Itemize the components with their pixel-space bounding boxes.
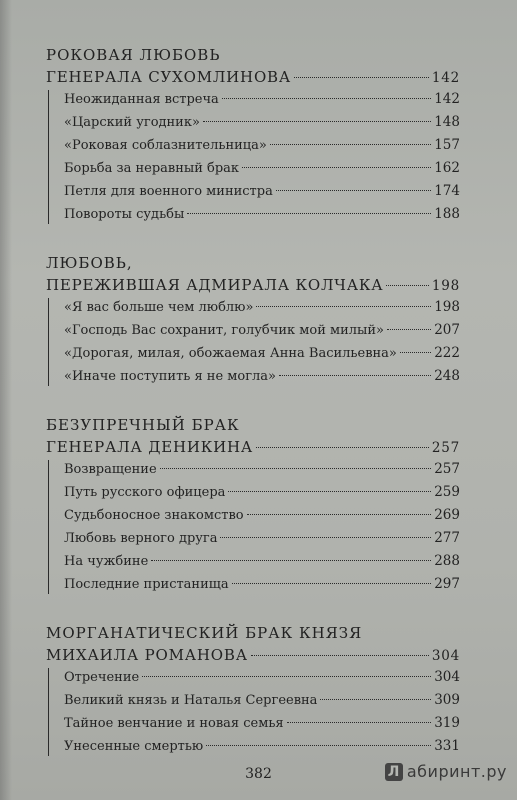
dot-leader xyxy=(386,285,428,286)
subentry-bracket-line xyxy=(48,460,49,594)
toc-entry[interactable] xyxy=(36,550,460,573)
section-heading-entry[interactable] xyxy=(36,644,460,666)
toc-entry-title: «Роковая соблазнительница» xyxy=(64,138,267,153)
dot-leader xyxy=(320,699,431,700)
toc-entry-page: 142 xyxy=(434,91,460,107)
toc-entry[interactable] xyxy=(36,573,460,596)
toc-entry-page: 148 xyxy=(434,114,460,130)
dot-leader xyxy=(203,121,431,122)
dot-leader xyxy=(206,745,431,746)
dot-leader xyxy=(287,722,432,723)
toc-entry-page: 188 xyxy=(434,206,460,222)
toc-entry-title: «Господь Вас сохранит, голубчик мой милый» xyxy=(64,323,385,338)
toc-entry-title: Отречение xyxy=(64,670,140,685)
toc-entry[interactable] xyxy=(36,296,460,319)
dot-leader xyxy=(242,167,431,168)
subentry-list xyxy=(36,88,460,226)
toc-entry-page: 331 xyxy=(434,738,460,754)
section-heading-title: МИХАИЛА РОМАНОВА xyxy=(46,646,248,664)
section-heading-page: 257 xyxy=(431,440,460,456)
toc-entry-page: 269 xyxy=(434,507,460,523)
section-heading-entry[interactable] xyxy=(36,274,460,296)
toc-entry[interactable] xyxy=(36,735,460,758)
toc-entry-title: Судьбоносное знакомство xyxy=(64,508,244,523)
dot-leader xyxy=(276,190,431,191)
dot-leader xyxy=(387,329,431,330)
toc-entry-title: Последние пристанища xyxy=(64,577,229,592)
section-title-line: БЕЗУПРЕЧНЫЙ БРАК xyxy=(46,416,240,434)
toc-entry-title: Неожиданная встреча xyxy=(64,92,219,107)
watermark-text: абиринт.ру xyxy=(406,762,507,781)
toc-entry-title: Повороты судьбы xyxy=(64,207,185,222)
subentry-list xyxy=(36,458,460,596)
toc-entry-title: Возвращение xyxy=(64,462,157,477)
dot-leader xyxy=(400,352,431,353)
toc-entry-page: 157 xyxy=(434,137,460,153)
dot-leader xyxy=(142,676,431,677)
toc-entry-page: 304 xyxy=(434,669,460,685)
section-heading-title: ГЕНЕРАЛА ДЕНИКИНА xyxy=(46,438,254,456)
toc-section xyxy=(36,44,460,226)
toc-entry-page: 174 xyxy=(434,183,460,199)
toc-entry[interactable] xyxy=(36,319,460,342)
dot-leader xyxy=(256,447,429,448)
toc-entry[interactable] xyxy=(36,712,460,735)
dot-leader xyxy=(228,491,431,492)
toc-entry[interactable] xyxy=(36,458,460,481)
labirint-logo-icon: Л xyxy=(385,763,403,781)
toc-entry-page: 297 xyxy=(434,576,460,592)
toc-entry-title: Борьба за неравный брак xyxy=(64,161,240,176)
toc-entry[interactable] xyxy=(36,157,460,180)
toc-entry-page: 257 xyxy=(434,461,460,477)
toc-entry-page: 288 xyxy=(434,553,460,569)
section-heading-page: 198 xyxy=(431,278,460,294)
toc-entry-page: 259 xyxy=(434,484,460,500)
page-fold-shadow xyxy=(0,0,12,800)
section-heading-title: ПЕРЕЖИВШАЯ АДМИРАЛА КОЛЧАКА xyxy=(46,276,384,294)
dot-leader xyxy=(247,514,432,515)
toc-entry[interactable] xyxy=(36,527,460,550)
subentry-list xyxy=(36,296,460,388)
toc-entry[interactable] xyxy=(36,666,460,689)
page-number: 382 xyxy=(245,766,272,782)
toc-entry-page: 162 xyxy=(434,160,460,176)
toc-entry-title: Унесенные смертью xyxy=(64,739,204,754)
toc-entry-title: «Царский угодник» xyxy=(64,115,200,130)
toc-entry-title: На чужбине xyxy=(64,554,149,569)
toc-entry-page: 319 xyxy=(434,715,460,731)
dot-leader xyxy=(232,583,432,584)
table-of-contents xyxy=(36,44,460,784)
toc-entry-page: 198 xyxy=(434,299,460,315)
toc-entry-title: Путь русского офицера xyxy=(64,485,226,500)
toc-entry-title: «Я вас больше чем люблю» xyxy=(64,300,254,315)
dot-leader xyxy=(294,77,429,78)
section-title-line: МОРГАНАТИЧЕСКИЙ БРАК КНЯЗЯ xyxy=(46,624,363,642)
toc-entry-title: Петля для военного министра xyxy=(64,184,273,199)
subentry-list xyxy=(36,666,460,758)
toc-entry-page: 309 xyxy=(434,692,460,708)
toc-entry-title: Тайное венчание и новая семья xyxy=(64,716,284,731)
section-heading-title: ГЕНЕРАЛА СУХОМЛИНОВА xyxy=(46,68,292,86)
dot-leader xyxy=(251,655,429,656)
toc-entry[interactable] xyxy=(36,111,460,134)
section-heading-entry[interactable] xyxy=(36,436,460,458)
toc-section xyxy=(36,622,460,758)
toc-entry[interactable] xyxy=(36,134,460,157)
watermark-logo xyxy=(385,762,507,781)
dot-leader xyxy=(270,144,431,145)
toc-entry[interactable] xyxy=(36,481,460,504)
toc-entry-page: 222 xyxy=(434,345,460,361)
toc-entry-title: Великий князь и Наталья Сергеевна xyxy=(64,693,318,708)
subentry-bracket-line xyxy=(48,298,49,386)
toc-entry[interactable] xyxy=(36,365,460,388)
subentry-bracket-line xyxy=(48,90,49,224)
section-heading-page: 142 xyxy=(431,70,460,86)
toc-entry[interactable] xyxy=(36,88,460,111)
toc-entry-title: Любовь верного друга xyxy=(64,531,218,546)
toc-entry[interactable] xyxy=(36,203,460,226)
toc-entry[interactable] xyxy=(36,504,460,527)
toc-entry[interactable] xyxy=(36,689,460,712)
toc-entry[interactable] xyxy=(36,180,460,203)
toc-entry-title: «Иначе поступить я не могла» xyxy=(64,369,277,384)
dot-leader xyxy=(220,537,431,538)
dot-leader xyxy=(160,468,432,469)
section-heading-entry[interactable] xyxy=(36,66,460,88)
dot-leader xyxy=(279,375,431,376)
subentry-bracket-line xyxy=(48,668,49,756)
toc-entry-page: 207 xyxy=(434,322,460,338)
dot-leader xyxy=(187,213,431,214)
section-title-line: ЛЮБОВЬ, xyxy=(46,254,133,272)
toc-section xyxy=(36,252,460,388)
toc-entry-page: 248 xyxy=(434,368,460,384)
section-title-line: РОКОВАЯ ЛЮБОВЬ xyxy=(46,46,221,64)
dot-leader xyxy=(151,560,431,561)
dot-leader xyxy=(222,98,431,99)
dot-leader xyxy=(256,306,431,307)
toc-entry-title: «Дорогая, милая, обожаемая Анна Васильевна» xyxy=(64,346,397,361)
toc-entry-page: 277 xyxy=(434,530,460,546)
section-heading-page: 304 xyxy=(431,648,460,664)
toc-section xyxy=(36,414,460,596)
toc-entry[interactable] xyxy=(36,342,460,365)
